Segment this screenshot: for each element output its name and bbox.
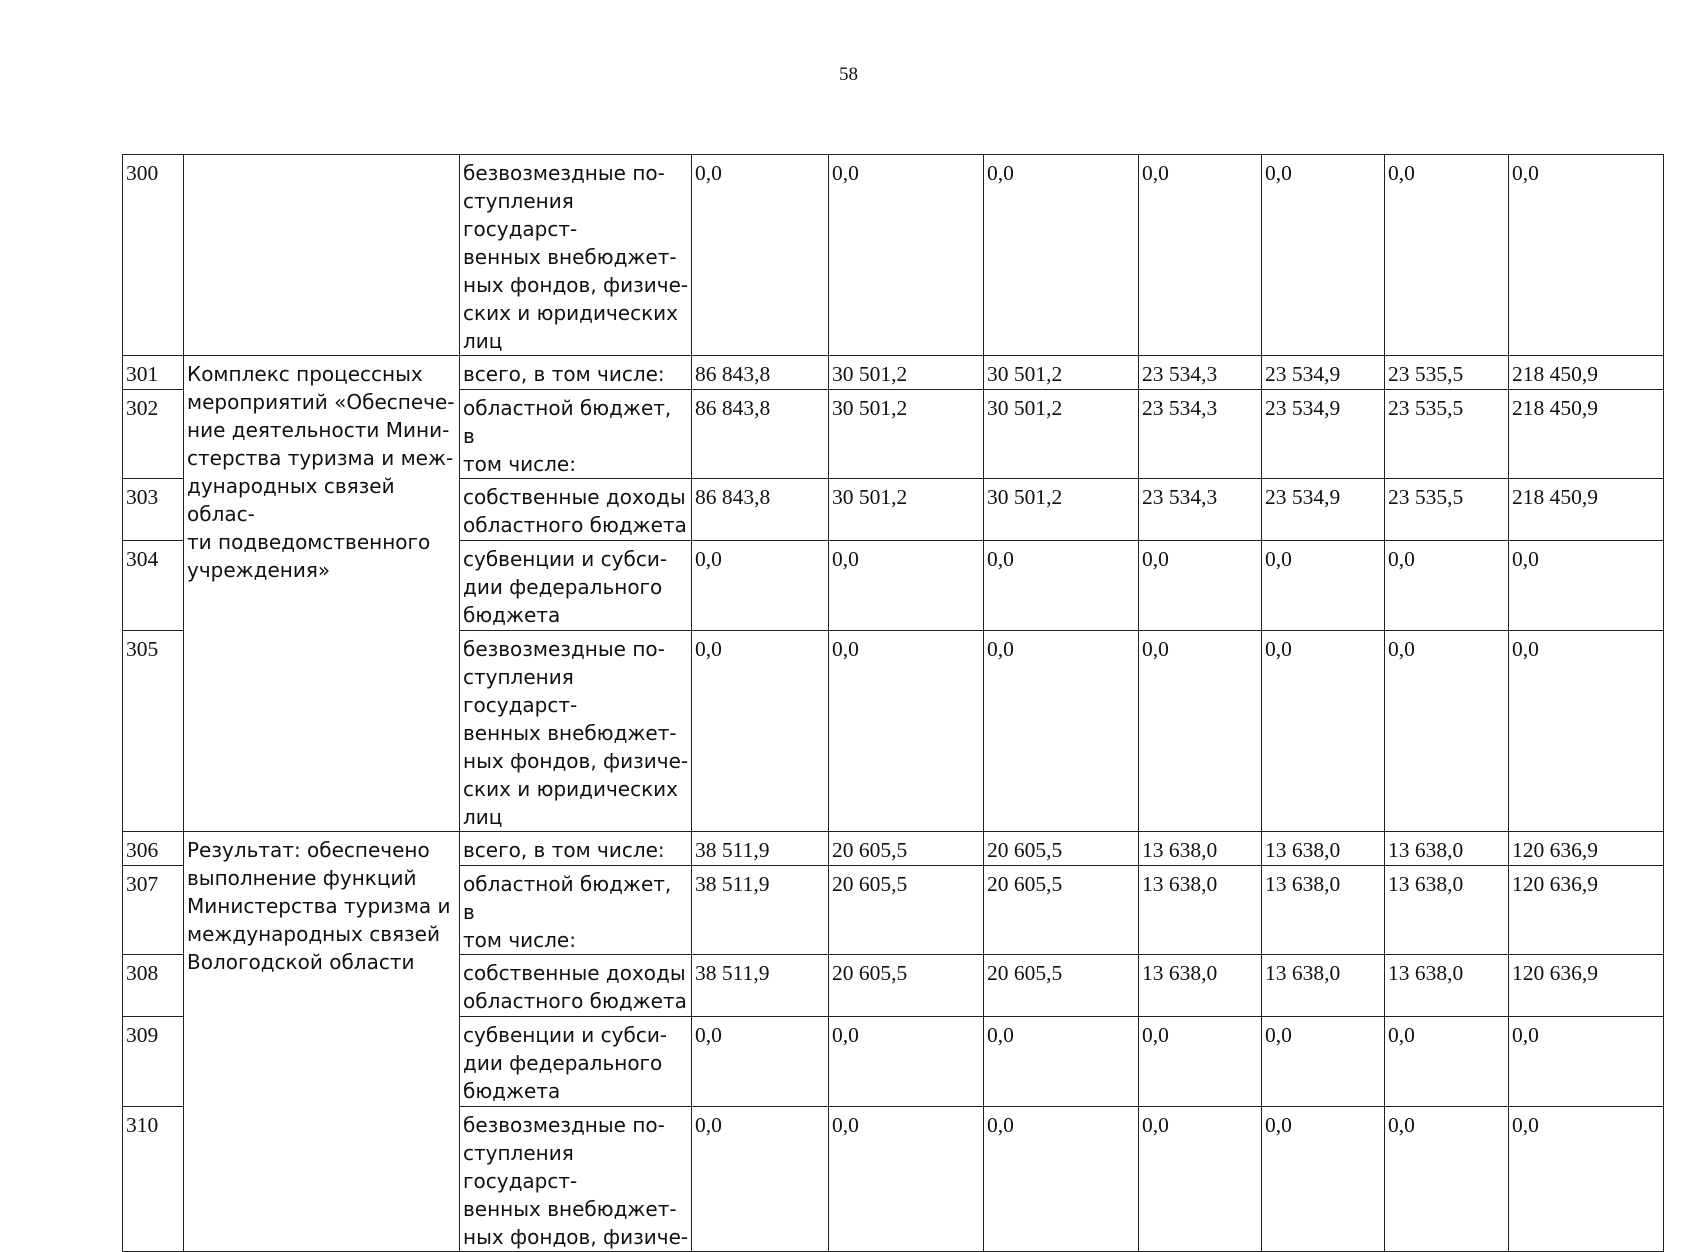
amount-cell: 0,0 (829, 541, 984, 631)
amount-cell: 0,0 (1509, 1107, 1664, 1252)
amount-cell: 0,0 (1139, 1017, 1262, 1107)
funding-source: безвозмездные по- ступления государст- венных внебюджет- ных фондов, физиче- (460, 1107, 692, 1252)
amount-cell: 0,0 (1262, 155, 1385, 356)
row-number: 306 (123, 832, 184, 866)
amount-cell: 13 638,0 (1139, 955, 1262, 1017)
amount-cell: 0,0 (984, 631, 1139, 832)
amount-cell: 30 501,2 (829, 356, 984, 390)
amount-cell: 0,0 (1262, 631, 1385, 832)
amount-cell: 0,0 (692, 1017, 829, 1107)
amount-cell: 23 534,9 (1262, 479, 1385, 541)
amount-cell: 23 535,5 (1385, 390, 1509, 479)
amount-cell: 0,0 (829, 1017, 984, 1107)
amount-cell: 23 535,5 (1385, 479, 1509, 541)
row-number: 305 (123, 631, 184, 832)
table-row (123, 155, 1664, 356)
amount-cell: 0,0 (984, 1017, 1139, 1107)
amount-cell: 13 638,0 (1139, 832, 1262, 866)
amount-cell: 23 534,9 (1262, 390, 1385, 479)
amount-cell: 0,0 (1139, 541, 1262, 631)
amount-cell: 13 638,0 (1262, 832, 1385, 866)
funding-source: субвенции и субси- дии федерального бюджета (460, 1017, 692, 1107)
amount-cell: 38 511,9 (692, 866, 829, 955)
amount-cell: 0,0 (829, 1107, 984, 1252)
amount-cell: 0,0 (829, 631, 984, 832)
row-number: 300 (123, 155, 184, 356)
table-row (123, 832, 1664, 866)
amount-cell: 23 534,3 (1139, 390, 1262, 479)
amount-cell: 38 511,9 (692, 955, 829, 1017)
funding-source: областной бюджет, в том числе: (460, 390, 692, 479)
amount-cell: 0,0 (1139, 155, 1262, 356)
amount-cell: 0,0 (1262, 541, 1385, 631)
amount-cell: 0,0 (1509, 1017, 1664, 1107)
amount-cell: 0,0 (984, 1107, 1139, 1252)
row-number: 308 (123, 955, 184, 1017)
amount-cell: 23 534,9 (1262, 356, 1385, 390)
amount-cell: 0,0 (1509, 541, 1664, 631)
amount-cell: 0,0 (1262, 1017, 1385, 1107)
amount-cell: 20 605,5 (984, 832, 1139, 866)
amount-cell: 218 450,9 (1509, 479, 1664, 541)
funding-source: всего, в том числе: (460, 356, 692, 390)
page-number: 58 (839, 64, 858, 85)
amount-cell: 0,0 (984, 541, 1139, 631)
amount-cell: 13 638,0 (1385, 832, 1509, 866)
amount-cell: 0,0 (1139, 1107, 1262, 1252)
amount-cell: 0,0 (692, 155, 829, 356)
row-number: 302 (123, 390, 184, 479)
amount-cell: 23 535,5 (1385, 356, 1509, 390)
funding-source: собственные доходы областного бюджета (460, 955, 692, 1017)
amount-cell: 0,0 (692, 541, 829, 631)
amount-cell: 86 843,8 (692, 356, 829, 390)
amount-cell: 0,0 (984, 155, 1139, 356)
amount-cell: 0,0 (1385, 1107, 1509, 1252)
section-title: Комплекс процессных мероприятий «Обеспече- ние деятельности Мини- стерства туризма и меж- дународных связей облас- ти подведомственного учреждения» (184, 356, 460, 832)
budget-table (122, 154, 1664, 1252)
amount-cell: 20 605,5 (984, 866, 1139, 955)
amount-cell: 0,0 (692, 631, 829, 832)
amount-cell: 0,0 (1509, 155, 1664, 356)
amount-cell: 0,0 (1385, 541, 1509, 631)
amount-cell: 23 534,3 (1139, 479, 1262, 541)
amount-cell: 0,0 (1262, 1107, 1385, 1252)
amount-cell: 13 638,0 (1139, 866, 1262, 955)
amount-cell: 13 638,0 (1262, 955, 1385, 1017)
amount-cell: 120 636,9 (1509, 866, 1664, 955)
amount-cell: 20 605,5 (829, 955, 984, 1017)
row-number: 303 (123, 479, 184, 541)
amount-cell: 86 843,8 (692, 479, 829, 541)
amount-cell: 30 501,2 (984, 356, 1139, 390)
amount-cell: 218 450,9 (1509, 356, 1664, 390)
amount-cell: 13 638,0 (1385, 955, 1509, 1017)
row-number: 304 (123, 541, 184, 631)
amount-cell: 20 605,5 (984, 955, 1139, 1017)
amount-cell: 0,0 (1385, 631, 1509, 832)
row-number: 307 (123, 866, 184, 955)
amount-cell: 0,0 (1385, 1017, 1509, 1107)
funding-source: областной бюджет, в том числе: (460, 866, 692, 955)
amount-cell: 13 638,0 (1385, 866, 1509, 955)
amount-cell: 218 450,9 (1509, 390, 1664, 479)
amount-cell: 38 511,9 (692, 832, 829, 866)
amount-cell: 0,0 (829, 155, 984, 356)
amount-cell: 0,0 (1509, 631, 1664, 832)
row-number: 301 (123, 356, 184, 390)
amount-cell: 20 605,5 (829, 832, 984, 866)
amount-cell: 0,0 (1385, 155, 1509, 356)
section-title: Результат: обеспечено выполнение функций Министерства туризма и международных связей Вологодской области (184, 832, 460, 1252)
amount-cell: 30 501,2 (829, 390, 984, 479)
funding-source: безвозмездные по- ступления государст- венных внебюджет- ных фондов, физиче- ских и юридических лиц (460, 631, 692, 832)
amount-cell: 30 501,2 (984, 479, 1139, 541)
section-title (184, 155, 460, 356)
amount-cell: 30 501,2 (829, 479, 984, 541)
row-number: 309 (123, 1017, 184, 1107)
amount-cell: 120 636,9 (1509, 955, 1664, 1017)
amount-cell: 86 843,8 (692, 390, 829, 479)
funding-source: безвозмездные по- ступления государст- венных внебюджет- ных фондов, физиче- ских и юридических лиц (460, 155, 692, 356)
funding-source: всего, в том числе: (460, 832, 692, 866)
amount-cell: 20 605,5 (829, 866, 984, 955)
amount-cell: 0,0 (1139, 631, 1262, 832)
funding-source: субвенции и субси- дии федерального бюджета (460, 541, 692, 631)
amount-cell: 0,0 (692, 1107, 829, 1252)
amount-cell: 30 501,2 (984, 390, 1139, 479)
amount-cell: 13 638,0 (1262, 866, 1385, 955)
amount-cell: 23 534,3 (1139, 356, 1262, 390)
row-number: 310 (123, 1107, 184, 1252)
table-row (123, 356, 1664, 390)
amount-cell: 120 636,9 (1509, 832, 1664, 866)
funding-source: собственные доходы областного бюджета (460, 479, 692, 541)
